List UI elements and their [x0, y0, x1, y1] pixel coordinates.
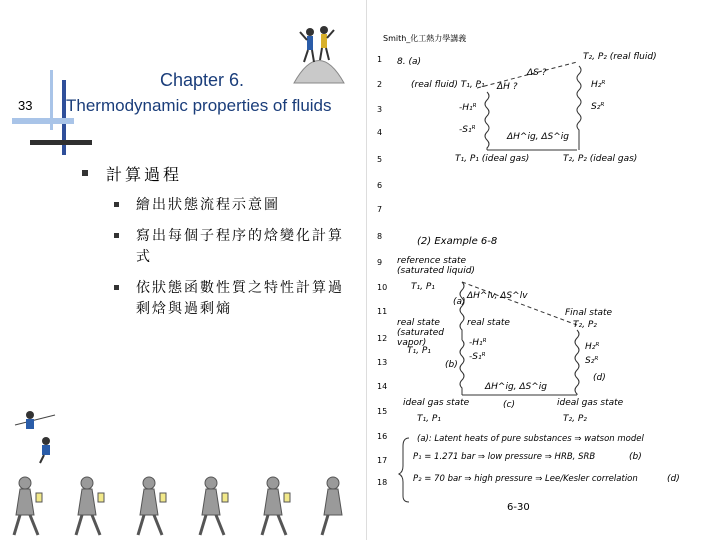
- note-a: (a): [453, 297, 466, 307]
- line-number: 7: [377, 205, 383, 214]
- note-dig: ΔH^ig, ΔS^ig: [507, 132, 570, 142]
- decorative-bar: [12, 118, 74, 124]
- slide-subtitle: Thermodynamic properties of fluids: [66, 96, 332, 115]
- note-t1p1-b: T₁, P₁: [407, 346, 431, 356]
- note-ref-state: reference state (saturated liquid): [397, 256, 475, 276]
- note-s2r: S₂ᴿ: [591, 102, 605, 112]
- line-number: 13: [377, 358, 388, 367]
- note-t2p2-final: T₂, P₂: [573, 320, 597, 330]
- note-s1r-b: -S₁ᴿ: [469, 352, 486, 362]
- note-real-fluid-t2: T₂, P₂ (real fluid): [583, 52, 657, 62]
- note-t2p2-c: T₂, P₂: [563, 414, 587, 424]
- climbers-illustration: [284, 18, 354, 88]
- note-dh: ΔH ?: [497, 82, 518, 92]
- line-number: 4: [377, 128, 383, 137]
- line-number: 8: [377, 232, 383, 241]
- line-number: 11: [377, 307, 388, 316]
- line-number: 15: [377, 407, 388, 416]
- bullet-list: [80, 162, 350, 320]
- bullet-sub: 繪出狀態流程示意圖: [80, 195, 350, 216]
- note-ideal-gas-state: ideal gas state: [403, 398, 470, 408]
- note-dhlv: ΔH^lv, ΔS^lv: [467, 291, 528, 301]
- note-8: 8. (a): [397, 57, 421, 67]
- line-number: 3: [377, 105, 383, 114]
- line-number: 1: [377, 55, 383, 64]
- note-t2p2-ideal: T₂, P₂ (ideal gas): [563, 154, 638, 164]
- line-number: 2: [377, 80, 383, 89]
- scanned-notes-page: [366, 0, 720, 540]
- line-number: 10: [377, 283, 388, 292]
- slide-number: 33: [18, 98, 33, 113]
- line-number: 18: [377, 478, 388, 487]
- note-line16: (a): Latent heats of pure substances ⇒ watson model: [417, 434, 644, 444]
- note-line17: P₁ = 1.271 bar ⇒ low pressure ⇒ HRB, SRB: [413, 452, 596, 462]
- note-h1r-b: -H₁ᴿ: [469, 338, 487, 348]
- note-h2r: H₂ᴿ: [591, 80, 606, 90]
- note-t1p1-c: T₁, P₁: [417, 414, 441, 424]
- line-number: 14: [377, 382, 388, 391]
- note-h1r: -H₁ᴿ: [459, 103, 477, 113]
- bullet-sub: 依狀態函數性質之特性計算過剩焓與過剩熵: [80, 278, 350, 320]
- note-real-state: real state: [467, 318, 510, 328]
- line-number: 6: [377, 181, 383, 190]
- note-line18-d: (d): [667, 474, 680, 484]
- note-t1p1-ideal: T₁, P₁ (ideal gas): [455, 154, 530, 164]
- note-t1p1-ref: T₁, P₁: [411, 282, 435, 292]
- note-real-state2: real state (saturated vapor): [397, 318, 444, 348]
- note-d: (d): [593, 373, 606, 383]
- note-ds: ΔS ?: [527, 68, 547, 78]
- note-s1r: -S₁ᴿ: [459, 125, 476, 135]
- note-example: (2) Example 6-8: [417, 236, 498, 247]
- page-number: 6-30: [507, 502, 530, 513]
- note-c: (c): [503, 400, 515, 410]
- line-number: 9: [377, 258, 383, 267]
- line-number: 17: [377, 456, 388, 465]
- chapter-title: Chapter 6.: [160, 70, 245, 90]
- note-h2r-b: H₂ᴿ: [585, 342, 600, 352]
- note-final-state: Final state: [565, 308, 613, 318]
- bullet-main: 計算過程: [80, 162, 350, 185]
- note-line18: P₂ = 70 bar ⇒ high pressure ⇒ Lee/Kesler correlation: [413, 474, 638, 484]
- runners-decoration: [0, 470, 360, 540]
- bullet-sub: 寫出每個子程序的焓變化計算式: [80, 226, 350, 268]
- decorative-bar: [30, 140, 92, 145]
- note-s2r-b: S₂ᴿ: [585, 356, 599, 366]
- line-number: 5: [377, 155, 383, 164]
- note-b: (b): [445, 360, 458, 370]
- note-dig-b: ΔH^ig, ΔS^ig: [485, 382, 548, 392]
- line-number: 12: [377, 334, 388, 343]
- scan-header: Smith_化工熱力學講義: [383, 34, 467, 43]
- note-real-fluid-t1: (real fluid) T₁, P₁: [411, 80, 485, 90]
- note-line17-b: (b): [629, 452, 642, 462]
- line-number: 16: [377, 432, 388, 441]
- climber-rope-illustration: [10, 405, 60, 465]
- note-ideal-gas-state2: ideal gas state: [557, 398, 624, 408]
